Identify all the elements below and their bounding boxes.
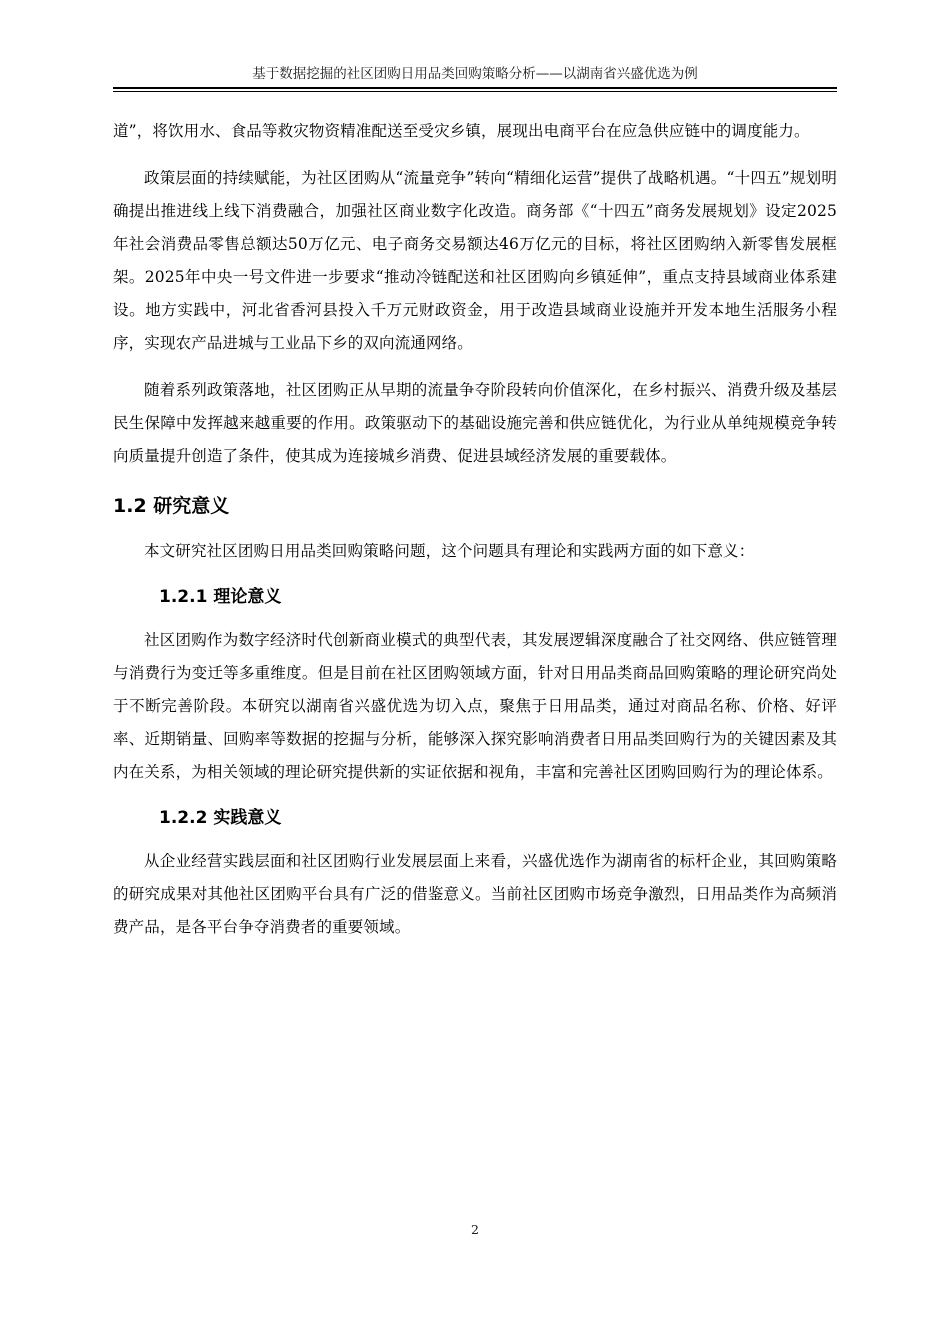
header-rule-thin [113,91,837,92]
running-header: 基于数据挖掘的社区团购日用品类回购策略分析——以湖南省兴盛优选为例 [252,66,698,82]
paragraph-trend: 随着系列政策落地，社区团购正从早期的流量争夺阶段转向价值深化，在乡村振兴、消费升级及基层民生保障中发挥越来越重要的作用。政策驱动下的基础设施完善和供应链优化，为行业从单纯规模竞争转向质量提升创造了条件，使其成为连接城乡消费、促进县域经济发展的重要载体。 [113,381,837,465]
paragraph-significance-intro: 本文研究社区团购日用品类回购策略问题，这个问题具有理论和实践两方面的如下意义： [144,542,755,560]
paragraph-practical: 从企业经营实践层面和社区团购行业发展层面上来看，兴盛优选作为湖南省的标杆企业，其回购策略的研究成果对其他社区团购平台具有广泛的借鉴意义。当前社区团购市场竞争激烈，日用品类作为高频消费产品，是各平台争夺消费者的重要领域。 [113,852,837,936]
page-body [113,115,837,958]
page-number: 2 [471,1222,479,1237]
paragraph-policy: 政策层面的持续赋能，为社区团购从“流量竞争”转向“精细化运营”提供了战略机遇。“十四五”规划明确提出推进线上线下消费融合，加强社区商业数字化改造。商务部《“十四五”商务发展规划》设定2025年社会消费品零售总额达50万亿元、电子商务交易额达46万亿元的目标，将社区团购纳入新零售发展框架。2025年中央一号文件进一步要求“推动冷链配送和社区团购向乡镇延伸”，重点支持县域商业体系建设。地方实践中，河北省香河县投入千万元财政资金，用于改造县域商业设施并开发本地生活服务小程序，实现农产品进城与工业品下乡的双向流通网络。 [113,169,837,352]
header-rule-thick [113,87,837,89]
subsection-heading-theoretical: 1.2.1 理论意义 [159,587,282,607]
section-heading-research-significance: 1.2 研究意义 [113,495,230,517]
paragraph-continuation: 道”，将饮用水、食品等救灾物资精准配送至受灾乡镇，展现出电商平台在应急供应链中的调度能力。 [113,122,810,140]
paragraph-theoretical: 社区团购作为数字经济时代创新商业模式的典型代表，其发展逻辑深度融合了社交网络、供应链管理与消费行为变迁等多重维度。但是目前在社区团购领域方面，针对日用品类商品回购策略的理论研究尚处于不断完善阶段。本研究以湖南省兴盛优选为切入点，聚焦于日用品类，通过对商品名称、价格、好评率、近期销量、回购率等数据的挖掘与分析，能够深入探究影响消费者日用品类回购行为的关键因素及其内在关系，为相关领域的理论研究提供新的实证依据和视角，丰富和完善社区团购回购行为的理论体系。 [113,631,837,781]
subsection-heading-practical: 1.2.2 实践意义 [159,808,282,828]
